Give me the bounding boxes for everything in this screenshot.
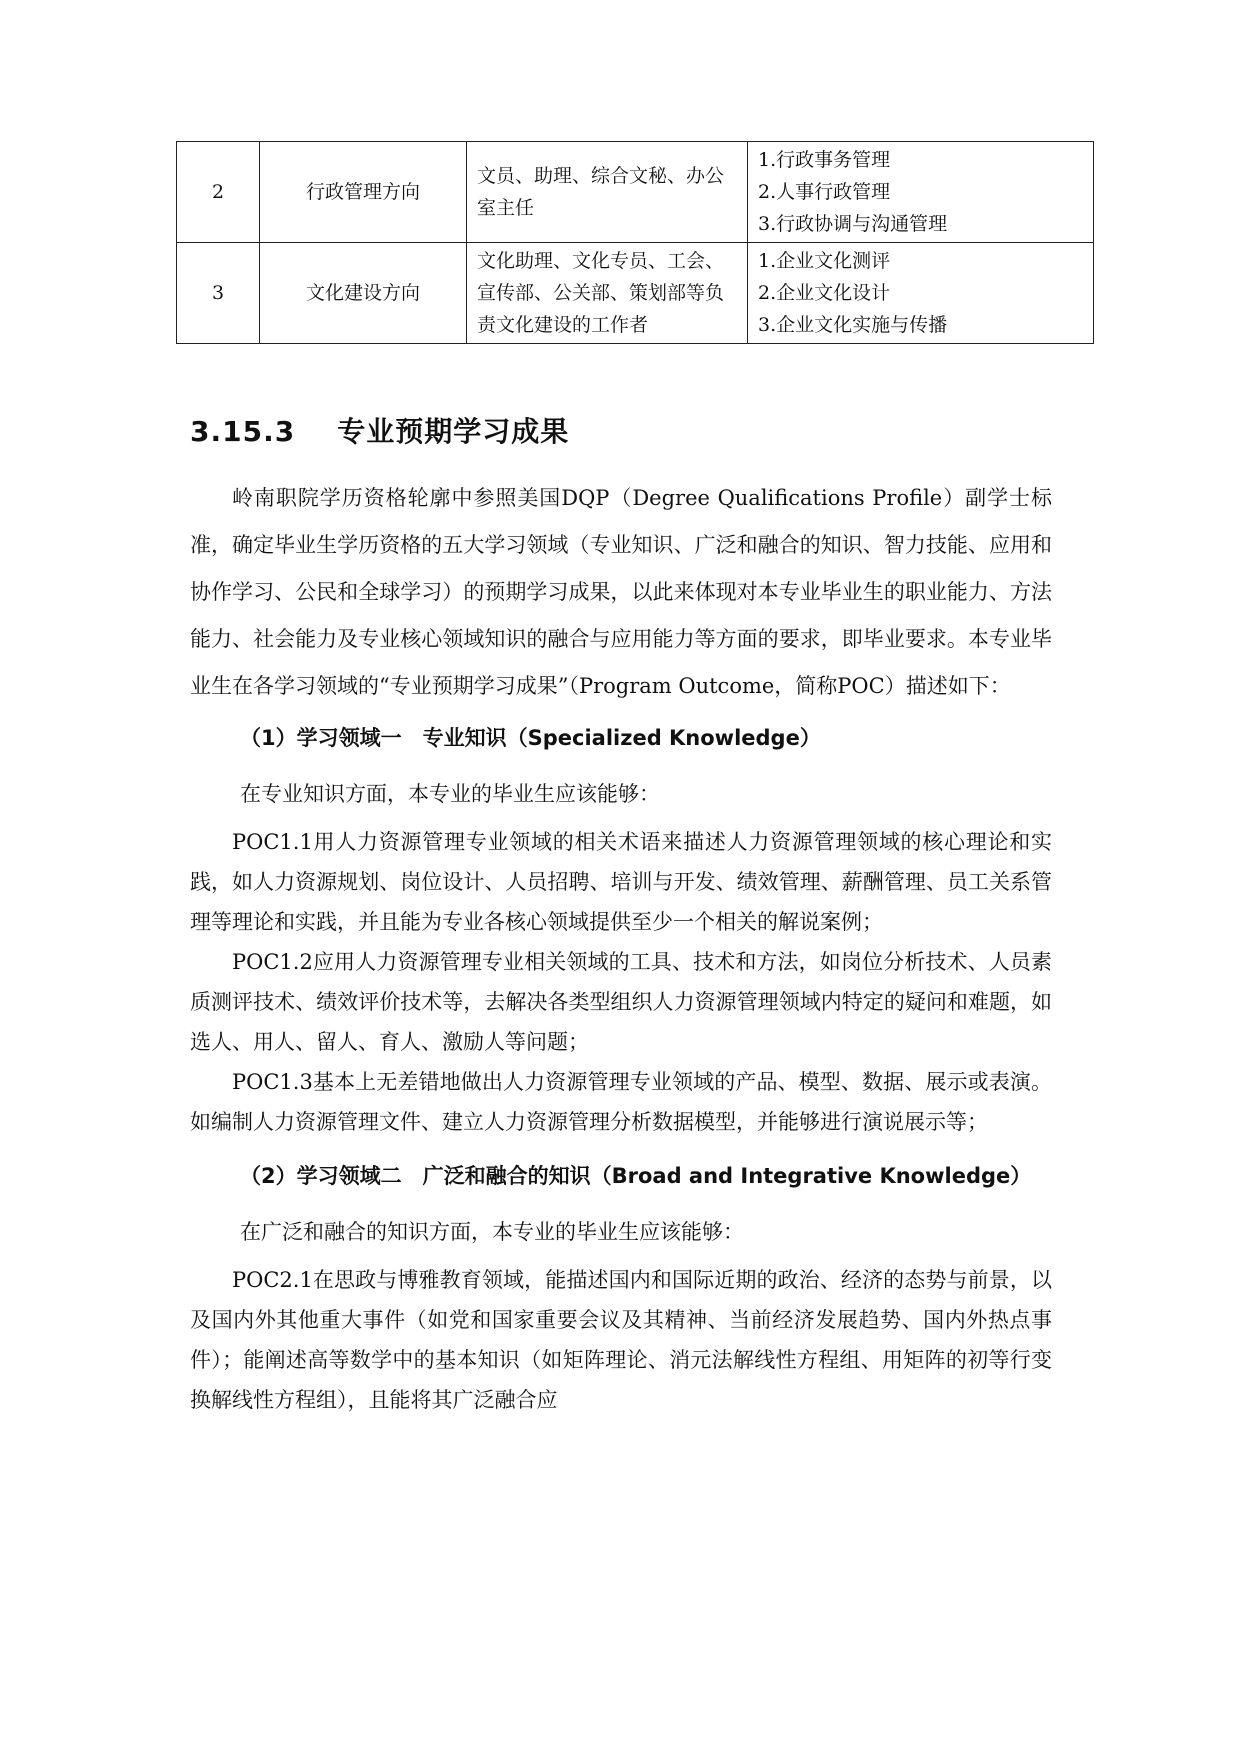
poc-item: POC1.2应用人力资源管理专业相关领域的工具、技术和方法，如岗位分析技术、人员素质测评技术、绩效评价技术等，去解决各类型组织人力资源管理领域内特定的疑问和难题，如选人、用人、留人、育人、激励人等问题； — [190, 950, 1052, 1054]
tasks-cell — [748, 142, 1094, 243]
direction-cell: 行政管理方向 — [260, 142, 467, 243]
poc-item: POC1.1用人力资源管理专业领域的相关术语来描述人力资源管理领域的核心理论和实践，如人力资源规划、岗位设计、人员招聘、培训与开发、绩效管理、薪酬管理、员工关系管理等理论和实践，并且能为专业各核心领域提供至少一个相关的解说案例； — [190, 830, 1052, 934]
tasks-cell — [748, 243, 1094, 344]
task-item: 2.人事行政管理 — [758, 181, 891, 203]
positions-cell: 文化助理、文化专员、工会、宣传部、公关部、策划部等负责文化建设的工作者 — [467, 243, 748, 344]
poc-item: POC2.1在思政与博雅教育领域，能描述国内和国际近期的政治、经济的态势与前景，以及国内外其他重大事件（如党和国家重要会议及其精神、当前经济发展趋势、国内外热点事件）；能阐述高等数学中的基本知识（如矩阵理论、消元法解线性方程组、用矩阵的初等行变换解线性方程组），且能将其广泛融合应 — [190, 1268, 1052, 1412]
domain1-intro: 在专业知识方面，本专业的毕业生应该能够： — [240, 782, 660, 806]
document-body — [190, 475, 1052, 1420]
poc-item: POC1.3基本上无差错地做出人力资源管理专业领域的产品、模型、数据、展示或表演。如编制人力资源管理文件、建立人力资源管理分析数据模型，并能够进行演说展示等； — [190, 1070, 1052, 1134]
section-heading — [190, 410, 569, 450]
table-row — [177, 243, 1094, 344]
domain1-heading: （1）学习领域一 专业知识（Specialized Knowledge） — [240, 726, 821, 750]
task-item: 3.行政协调与沟通管理 — [758, 213, 948, 235]
row-number: 3 — [177, 243, 260, 344]
domain2-intro: 在广泛和融合的知识方面，本专业的毕业生应该能够： — [240, 1220, 744, 1244]
task-item: 3.企业文化实施与传播 — [758, 314, 948, 336]
section-title: 专业预期学习成果 — [337, 415, 570, 448]
direction-cell: 文化建设方向 — [260, 243, 467, 344]
intro-paragraph: 岭南职院学历资格轮廓中参照美国DQP（Degree Qualifications Profile）副学士标准，确定毕业生学历资格的五大学习领域（专业知识、广泛和融合的知识、智力技能、应用和协作学习、公民和全球学习）的预期学习成果，以此来体现对本专业毕业生的职业能力、方法能力、社会能力及专业核心领域知识的融合与应用能力等方面的要求，即毕业要求。本专业毕业生在各学习领域的“专业预期学习成果”（Program Outcome，简称POC）描述如下： — [190, 486, 1052, 698]
task-item: 1.企业文化测评 — [758, 250, 891, 272]
task-item: 2.企业文化设计 — [758, 282, 891, 304]
task-item: 1.行政事务管理 — [758, 149, 891, 171]
career-direction-table — [176, 141, 1094, 344]
row-number: 2 — [177, 142, 260, 243]
positions-cell: 文员、助理、综合文秘、办公室主任 — [467, 142, 748, 243]
domain2-heading: （2）学习领域二 广泛和融合的知识（Broad and Integrative Knowledge） — [240, 1164, 1032, 1188]
section-number: 3.15.3 — [190, 415, 296, 448]
table-row — [177, 142, 1094, 243]
